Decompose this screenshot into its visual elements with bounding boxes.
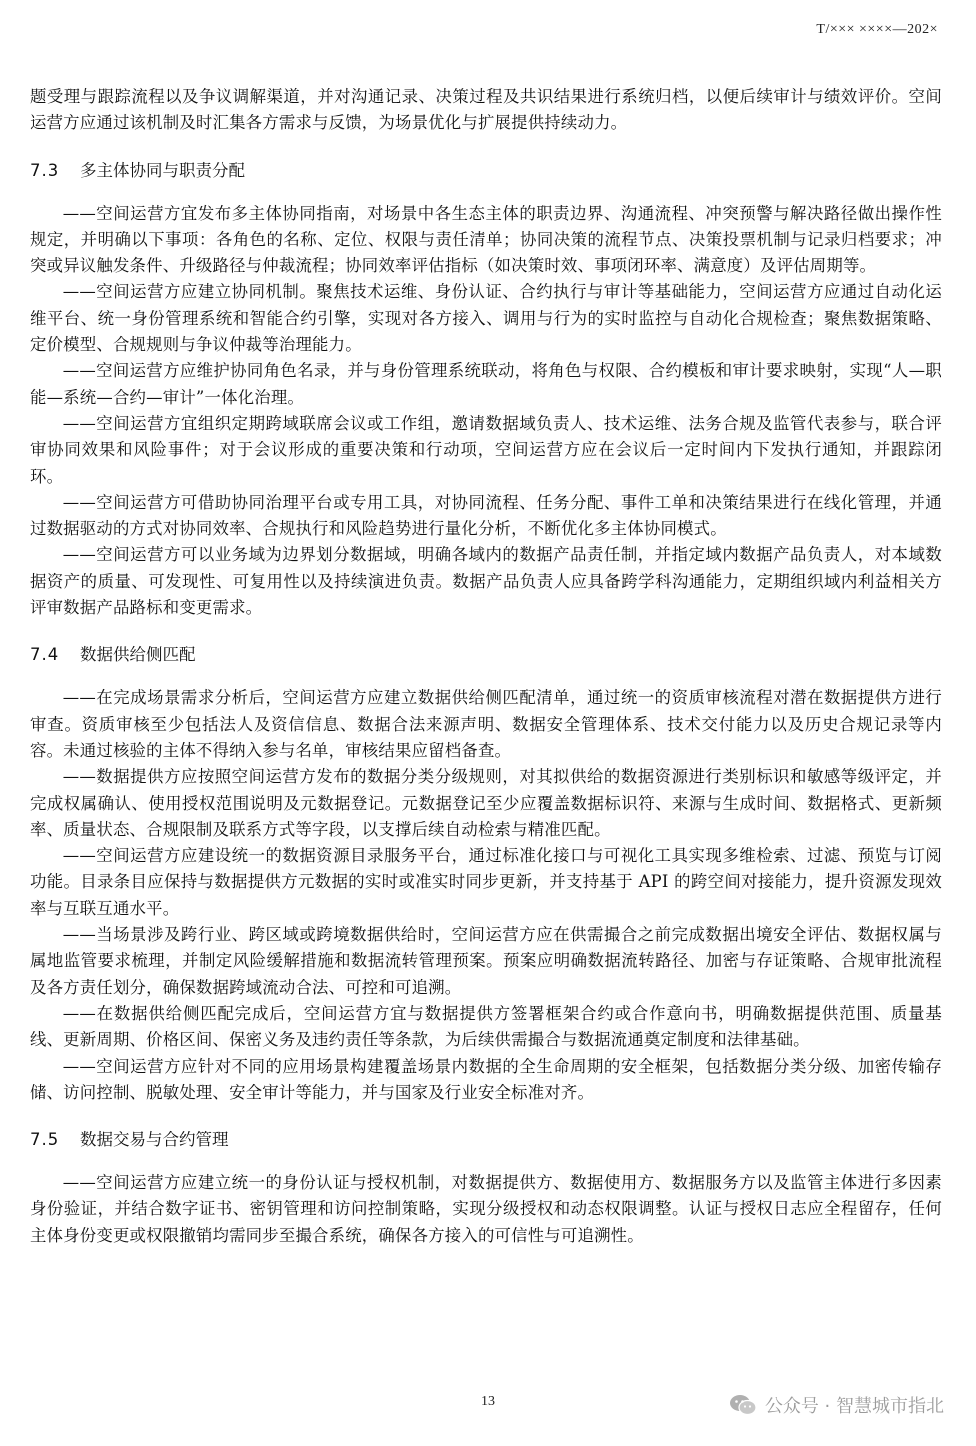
document-body (30, 84, 942, 1249)
list-paragraph: ——空间运营方应针对不同的应用场景构建覆盖场景内数据的全生命周期的安全框架，包括数据分类分级、加密传输存储、访问控制、脱敏处理、安全审计等能力，并与国家及行业安全标准对齐。 (30, 1056, 942, 1102)
list-paragraph: ——空间运营方应建立协同机制。聚焦技术运维、身份认证、合约执行与审计等基础能力，空间运营方应通过自动化运维平台、统一身份管理系统和智能合约引擎，实现对各方接入、调用与行为的实时监控与自动化合规检查；聚焦数据策略、定价模型、合规规则与争议仲裁等治理能力。 (30, 282, 942, 355)
section-heading-7-4 (30, 643, 942, 667)
standard-code: T/××× ××××—202× (816, 22, 938, 37)
list-paragraph: ——空间运营方应建立统一的身份认证与授权机制，对数据提供方、数据使用方、数据服务方以及监管主体进行多因素身份验证，并结合数字证书、密钥管理和访问控制策略，实现分级授权和动态权限调整。认证与授权日志应全程留存，任何主体身份变更或权限撤销均需同步至撮合系统，确保各方接入的可信性与可追溯性。 (30, 1173, 942, 1245)
section-number: 7.3 (30, 160, 60, 180)
section-heading-7-5 (30, 1128, 942, 1152)
intro-paragraph: 题受理与跟踪流程以及争议调解渠道，并对沟通记录、决策过程及共识结果进行系统归档，以便后续审计与绩效评价。空间运营方应通过该机制及时汇集各方需求与反馈，为场景优化与扩展提供持续动力。 (30, 87, 942, 133)
list-paragraph: ——数据提供方应按照空间运营方发布的数据分类分级规则，对其拟供给的数据资源进行类别标识和敏感等级评定，并完成权属确认、使用授权范围说明及元数据登记。元数据登记至少应覆盖数据标识符、来源与生成时间、数据格式、更新频率、质量状态、合规限制及联系方式等字段，以支撑后续自动检索与精准匹配。 (30, 767, 942, 839)
section-title: 数据供给侧匹配 (80, 645, 196, 665)
wechat-icon (729, 1394, 757, 1416)
section-number: 7.4 (30, 645, 60, 665)
watermark (729, 1392, 944, 1418)
list-paragraph: ——在数据供给侧匹配完成后，空间运营方宜与数据提供方签署框架合约或合作意向书，明确数据提供范围、质量基线、更新周期、价格区间、保密义务及违约责任等条款，为后续供需撮合与数据流通奠定制度和法律基础。 (30, 1003, 942, 1050)
list-paragraph: ——空间运营方可以业务域为边界划分数据域，明确各域内的数据产品责任制，并指定域内数据产品负责人，对本域数据资产的质量、可发现性、可复用性以及持续演进负责。数据产品负责人应具备跨学科沟通能力，定期组织域内利益相关方评审数据产品路标和变更需求。 (30, 545, 942, 618)
page-number: 13 (481, 1394, 495, 1409)
section-title: 多主体协同与职责分配 (80, 160, 245, 180)
list-paragraph: ——在完成场景需求分析后，空间运营方应建立数据供给侧匹配清单，通过统一的资质审核流程对潜在数据提供方进行审查。资质审核至少包括法人及资信信息、数据合法来源声明、数据安全管理体系、技术交付能力以及历史合规记录等内容。未通过核验的主体不得纳入参与名单，审核结果应留档备查。 (30, 688, 942, 760)
list-paragraph: ——空间运营方宜发布多主体协同指南，对场景中各生态主体的职责边界、沟通流程、冲突预警与解决路径做出操作性规定，并明确以下事项：各角色的名称、定位、权限与责任清单；协同决策的流程节点、决策投票机制与记录归档要求；冲突或异议触发条件、升级路径与仲裁流程；协同效率评估指标（如决策时效、事项闭环率、满意度）及评估周期等。 (30, 203, 942, 276)
list-paragraph: ——空间运营方宜组织定期跨域联席会议或工作组，邀请数据域负责人、技术运维、法务合规及监管代表参与，联合评审协同效果和风险事件；对于会议形成的重要决策和行动项，空间运营方应在会议后一定时间内下发执行通知，并跟踪闭环。 (30, 413, 942, 486)
watermark-text: 公众号 · 智慧城市指北 (764, 1396, 944, 1417)
list-paragraph: ——空间运营方应建设统一的数据资源目录服务平台，通过标准化接口与可视化工具实现多维检索、过滤、预览与订阅功能。目录条目应保持与数据提供方元数据的实时或准实时同步更新，并支持基于 API 的跨空间对接能力，提升资源发现效率与互联互通水平。 (30, 846, 942, 918)
section-number: 7.5 (30, 1130, 60, 1150)
list-paragraph: ——当场景涉及跨行业、跨区域或跨境数据供给时，空间运营方应在供需撮合之前完成数据出境安全评估、数据权属与属地监管要求梳理，并制定风险缓解措施和数据流转管理预案。预案应明确数据流转路径、加密与存证策略、合规审批流程及各方责任划分，确保数据跨域流动合法、可控和可追溯。 (30, 925, 942, 997)
section-title: 数据交易与合约管理 (80, 1130, 229, 1150)
section-heading-7-3 (30, 159, 942, 183)
list-paragraph: ——空间运营方可借助协同治理平台或专用工具，对协同流程、任务分配、事件工单和决策结果进行在线化管理，并通过数据驱动的方式对协同效率、合规执行和风险趋势进行量化分析，不断优化多主体协同模式。 (30, 492, 942, 539)
list-paragraph: ——空间运营方应维护协同角色名录，并与身份管理系统联动，将角色与权限、合约模板和审计要求映射，实现“人—职能—系统—合约—审计”一体化治理。 (30, 361, 942, 407)
